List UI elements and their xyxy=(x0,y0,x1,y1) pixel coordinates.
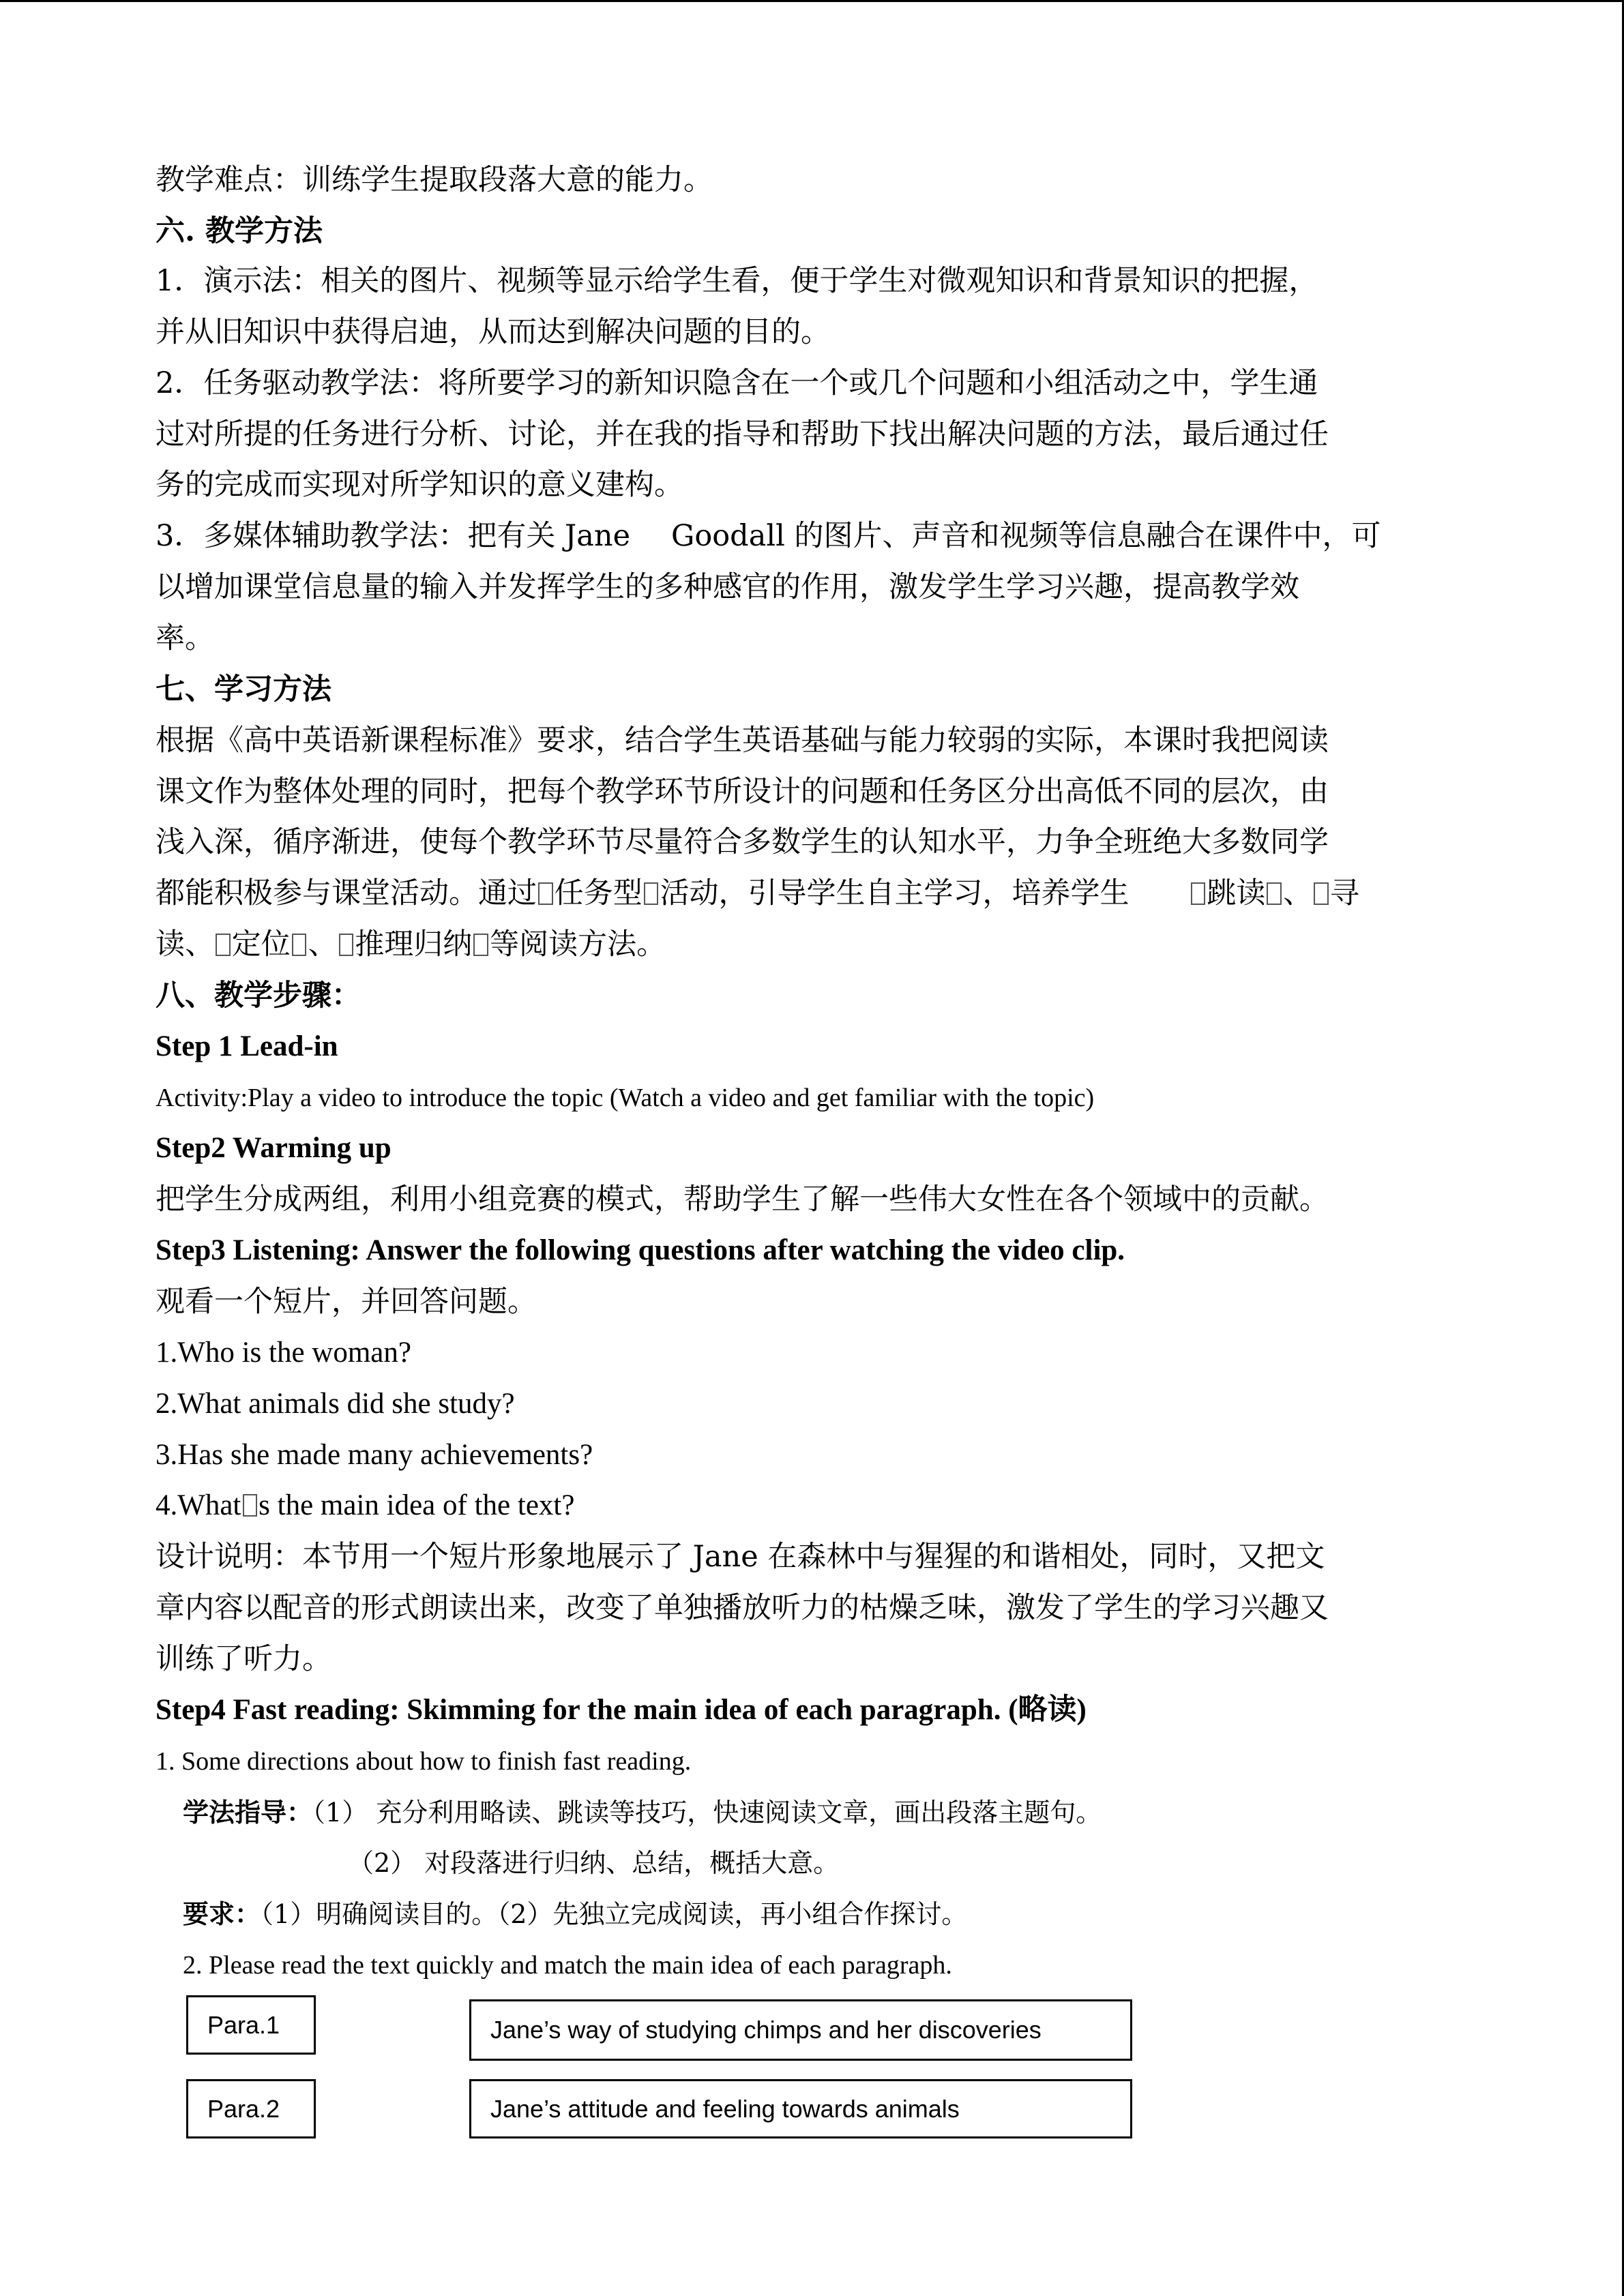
lm4-a: 都能积极参与课堂活动。通过 xyxy=(156,876,537,910)
method-1-line-2: 并从旧知识中获得启迪，从而达到解决问题的目的。 xyxy=(156,315,830,349)
learning-method-line-4 xyxy=(156,874,1359,912)
question-3: 3.Has she made many achievements? xyxy=(156,1439,593,1471)
learning-method-line-5 xyxy=(156,925,666,964)
missing-glyph-box xyxy=(292,934,307,957)
step-2-heading: Step2 Warming up xyxy=(156,1132,392,1164)
method-2-line-1: 2．任务驱动教学法：将所要学习的新知识隐含在一个或几个问题和小组活动之中，学生通 xyxy=(156,366,1318,400)
design-note-line-3: 训练了听力。 xyxy=(156,1642,331,1676)
step-3-heading: Step3 Listening: Answer the following questions after watching the video clip. xyxy=(156,1234,1125,1266)
step-2-text: 把学生分成两组，利用小组竞赛的模式，帮助学生了解一些伟大女性在各个领域中的贡献。 xyxy=(156,1182,1329,1217)
question-1: 1.Who is the woman? xyxy=(156,1337,411,1369)
para-1-box: Para.1 xyxy=(186,1995,316,2055)
q4-a: 4.What xyxy=(156,1489,241,1521)
missing-glyph-box xyxy=(473,934,488,957)
missing-glyph-box xyxy=(339,934,354,957)
lm4-e: 、 xyxy=(1283,876,1313,910)
question-4 xyxy=(156,1487,574,1525)
lm5-d: 、 xyxy=(308,927,338,961)
missing-glyph-box xyxy=(1191,882,1206,906)
lm5-f: 等阅读方法。 xyxy=(490,927,666,961)
step-4-item-1: 1. Some directions about how to finish fast reading. xyxy=(156,1747,692,1776)
learning-method-line-2: 课文作为整体处理的同时，把每个教学环节所设计的问题和任务区分出高低不同的层次，由 xyxy=(156,775,1329,809)
method-3-line-1 xyxy=(156,517,1381,555)
step-1-heading: Step 1 Lead-in xyxy=(156,1030,338,1062)
method-3-line-3: 率。 xyxy=(156,621,214,655)
step-3-text: 观看一个短片，并回答问题。 xyxy=(156,1285,537,1319)
lm4-b: 任务型 xyxy=(554,876,643,910)
missing-glyph-box xyxy=(1314,882,1329,906)
missing-glyph-box xyxy=(216,934,231,957)
design-note-line-1: 设计说明：本节用一个短片形象地展示了 Jane 在森林中与猩猩的和谐相处，同时，又把文 xyxy=(156,1540,1325,1574)
requirement-label: 要求： xyxy=(183,1898,261,1929)
method-1-line-1: 1．演示法：相关的图片、视频等显示给学生看，便于学生对微观知识和背景知识的把握， xyxy=(156,264,1318,298)
lm5-c: 定位 xyxy=(231,927,291,961)
guide-line-1 xyxy=(183,1793,1102,1832)
missing-glyph-box xyxy=(644,882,659,906)
lm5-e: 推理归纳 xyxy=(355,927,473,961)
teaching-difficulty: 教学难点：训练学生提取段落大意的能力。 xyxy=(156,163,713,197)
method-3-part-a: 3．多媒体辅助教学法：把有关 Jane xyxy=(156,519,631,553)
lm5-a: 读 xyxy=(156,927,185,961)
lm4-f: 寻 xyxy=(1329,876,1359,910)
method-2-line-3: 务的完成而实现对所学知识的意义建构。 xyxy=(156,468,683,502)
design-note-line-2: 章内容以配音的形式朗读出来，改变了单独播放听力的枯燥乏味，激发了学生的学习兴趣又 xyxy=(156,1591,1329,1625)
q4-b: s the main idea of the text? xyxy=(259,1489,575,1521)
step-4-heading: Step4 Fast reading: Skimming for the main idea of each paragraph. (略读) xyxy=(156,1694,1087,1726)
section-heading-7: 七、学习方法 xyxy=(156,672,331,706)
lm4-c: 活动，引导学生自主学习，培养学生 xyxy=(660,876,1130,910)
lm5-b: 、 xyxy=(185,927,214,961)
para-2-box: Para.2 xyxy=(186,2079,316,2138)
guide-label: 学法指导： xyxy=(183,1797,313,1828)
requirement-text: （1）明确阅读目的。（2）先独立完成阅读，再小组合作探讨。 xyxy=(261,1899,968,1929)
idea-1-box: Jane’s way of studying chimps and her discoveries xyxy=(469,1999,1132,2061)
step-4-item-2: 2. Please read the text quickly and match the main idea of each paragraph. xyxy=(183,1951,952,1980)
idea-2-box: Jane’s attitude and feeling towards animals xyxy=(469,2079,1132,2138)
question-2: 2.What animals did she study? xyxy=(156,1388,515,1420)
method-3-line-2: 以增加课堂信息量的输入并发挥学生的多种感官的作用，激发学生学习兴趣，提高教学效 xyxy=(156,570,1299,604)
lm4-d: 跳读 xyxy=(1207,876,1266,910)
section-heading-8: 八、教学步骤： xyxy=(156,979,361,1013)
learning-method-line-1: 根据《高中英语新课程标准》要求，结合学生英语基础与能力较弱的实际，本课时我把阅读 xyxy=(156,724,1329,758)
guide-line-2: （2） 对段落进行归纳、总结，概括大意。 xyxy=(348,1848,840,1878)
missing-glyph-box xyxy=(538,882,553,906)
step-1-activity: Activity:Play a video to introduce the topic (Watch a video and get familiar with the topic) xyxy=(156,1084,1095,1112)
missing-glyph-box xyxy=(1267,882,1282,906)
missing-glyph-box xyxy=(243,1494,258,1517)
guide-text-1: （1） 充分利用略读、跳读等技巧，快速阅读文章，画出段落主题句。 xyxy=(312,1798,1102,1828)
method-3-part-b: Goodall 的图片、声音和视频等信息融合在课件中，可 xyxy=(671,519,1381,553)
requirement-line xyxy=(183,1895,967,1933)
section-heading-6: 六. 教学方法 xyxy=(156,214,323,248)
page-top-border xyxy=(0,0,1624,2)
learning-method-line-3: 浅入深，循序渐进，使每个教学环节尽量符合多数学生的认知水平，力争全班绝大多数同学 xyxy=(156,825,1329,859)
method-2-line-2: 过对所提的任务进行分析、讨论，并在我的指导和帮助下找出解决问题的方法，最后通过任 xyxy=(156,417,1329,451)
